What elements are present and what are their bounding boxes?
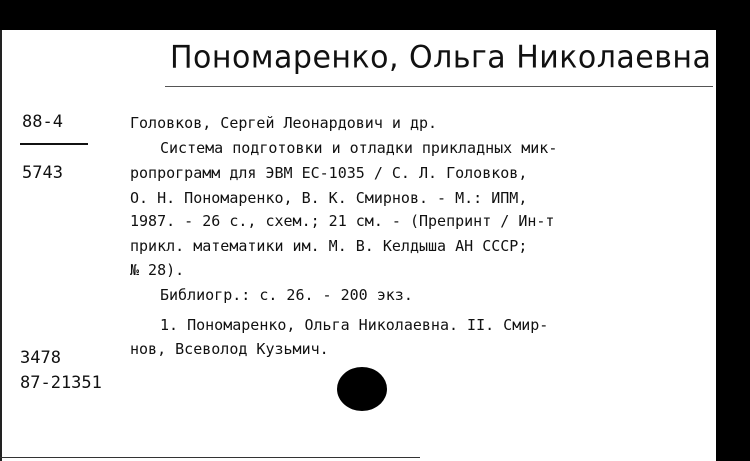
call-number-middle: 5743 bbox=[22, 163, 63, 183]
bottom-rule bbox=[0, 457, 420, 458]
entry-line: 1. Пономаренко, Ольга Николаевна. II. Смир- bbox=[160, 316, 549, 334]
entry-line: 1987. - 26 с., схем.; 21 см. - (Препринт / Ин-т bbox=[130, 212, 555, 230]
entry-line: № 28). bbox=[130, 261, 185, 279]
entry-line: нов, Всеволод Кузьмич. bbox=[130, 340, 329, 358]
entry-line: О. Н. Пономаренко, В. К. Смирнов. - М.: ИПМ, bbox=[130, 189, 528, 207]
entry-line: ропрограмм для ЭВМ ЕС-1035 / С. Л. Головков, bbox=[130, 164, 528, 182]
call-number-top: 88-4 bbox=[22, 112, 63, 132]
edge-fleck bbox=[713, 40, 715, 60]
entry-line: Система подготовки и отладки прикладных мик- bbox=[160, 139, 558, 157]
card-right-edge bbox=[716, 30, 750, 461]
entry-line: прикл. математики им. М. В. Келдыша АН СССР; bbox=[130, 237, 528, 255]
call-number-bottom-2: 87-21351 bbox=[20, 373, 102, 393]
entry-line: Головков, Сергей Леонардович и др. bbox=[130, 114, 438, 132]
entry-line: Библиогр.: с. 26. - 200 экз. bbox=[160, 286, 413, 304]
edge-fleck bbox=[713, 400, 715, 455]
edge-fleck bbox=[713, 280, 715, 320]
ink-blot bbox=[337, 367, 387, 411]
handwritten-heading: Пономаренко, Ольга Николаевна bbox=[170, 39, 712, 76]
call-number-bottom-1: 3478 bbox=[20, 348, 61, 368]
heading-underline bbox=[165, 86, 713, 87]
call-number-rule bbox=[20, 143, 88, 145]
edge-fleck bbox=[713, 150, 715, 210]
